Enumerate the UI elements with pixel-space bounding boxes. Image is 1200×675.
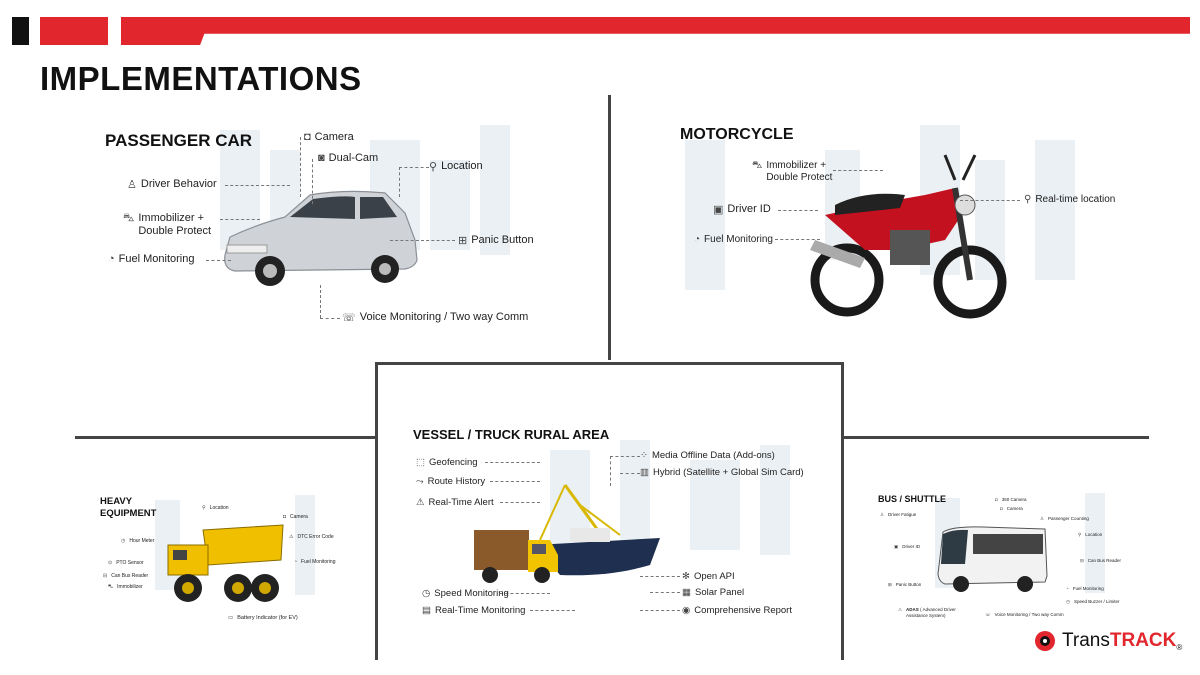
bus-camera-label: ◘ Camera [1000,506,1023,511]
vessel-rt-monitoring-label: ▤ Real-Time Monitoring [422,605,526,616]
route-icon: ⤳ [416,476,424,487]
bus-illustration [933,524,1051,594]
monitor-icon: ▤ [422,605,431,616]
divider-horizontal-left [75,436,375,439]
header-bar-black [12,17,29,45]
dual-cam-icon: ◙ [318,152,325,164]
camera-360-icon: ◘ [995,497,998,502]
media-icon: ⁘ [640,450,648,461]
bus-voice-label: ☏ Voice Monitoring / Two way Comm [985,612,1064,617]
vessel-title: VESSEL / TRUCK RURAL AREA [413,427,610,442]
report-icon: ◉ [682,605,691,616]
person-icon: ♙ [127,179,137,191]
car-immobilizer-label: ⛍ Immobilizer + Double Protect [123,212,212,237]
center-box-right [841,362,844,660]
phone-icon: ☏ [342,312,356,324]
vessel-hybrid-label: ▥ Hybrid (Satellite + Global Sim Card) [640,467,804,478]
heavy-immobilizer-label: ⛍ Immobilizer [108,584,143,590]
transtrack-logo: TransTRACK® [1034,630,1182,652]
dump-truck-illustration [163,520,288,605]
solar-panel-icon: ▦ [682,587,691,598]
transtrack-logo-mark-icon [1034,630,1056,652]
satellite-icon: ▥ [640,467,649,478]
car-voice-label: ☏ Voice Monitoring / Two way Comm [342,311,529,324]
location-pin-icon: ⚲ [1078,532,1082,537]
heavy-battery-label: ▭ Battery Indicator (for EV) [228,615,298,621]
panic-button-icon: ⊞ [458,235,468,247]
bus-title: BUS / SHUTTLE [878,494,947,504]
heavy-pto-label: ⊙ PTO Sensor [108,560,144,566]
moto-fuel-label: ◔ Fuel Monitoring [694,234,773,245]
location-pin-icon: ⚲ [202,505,206,511]
person-icon: ♙ [880,512,885,517]
panic-button-icon: ⊞ [888,582,892,587]
divider-horizontal-right [843,436,1149,439]
car-camera-label: ◘ Camera [304,131,354,143]
vessel-geofencing-label: ⬚ Geofencing [416,457,478,468]
moto-immobilizer-label: ⛍ Immobilizer + Double Protect [752,160,833,183]
id-card-icon: ▣ [894,544,899,549]
phone-icon: ☏ [985,612,991,617]
heavy-location-label: ⚲ Location [202,505,229,511]
vessel-openapi-label: ✻ Open API [682,571,735,582]
clock-icon: ◷ [121,538,126,544]
moto-realtime-label: ⚲ Real-time location [1024,194,1116,205]
car-driver-behavior-label: ♙ Driver Behavior [127,178,217,191]
heavy-dtc-label: ⚠ DTC Error Code [289,534,334,540]
moto-driverid-label: ▣ Driver ID [713,203,771,216]
gauge-icon: ◔ [694,234,701,245]
car-icon: ⛍ [108,584,114,590]
vessel-alert-label: ⚠ Real-Time Alert [416,497,494,508]
camera-icon: ◘ [283,514,287,520]
header-bar-red-short [40,17,108,45]
car-dualcam-label: ◙ Dual-Cam [318,152,379,164]
car-fuel-label: ◔ Fuel Monitoring [108,253,195,265]
bus-360cam-label: ◘ 360 Camera [995,497,1027,502]
divider-vertical-top [608,95,611,360]
gauge-icon: ◔ [294,559,298,565]
location-pin-icon: ⚲ [1024,194,1032,205]
gear-icon: ✻ [682,571,690,582]
heavy-hour-label: ◷ Hour Meter [121,538,155,544]
location-pin-icon: ⚲ [429,161,438,173]
speedometer-icon: ◷ [422,588,431,599]
heavy-equipment-title: HEAVY EQUIPMENT [100,496,157,519]
bus-fuel-label: ◔ Fuel Monitoring [1066,586,1104,591]
bus-driverid-label: ▣ Driver ID [894,544,921,549]
car-icon: ⛍ [123,212,135,224]
vessel-speed-label: ◷ Speed Monitoring [422,588,509,599]
bus-adas-label: ⚠ ADAS ( Advanced Driver Assistance System) [898,607,956,618]
motorcycle-title: MOTORCYCLE [680,126,794,143]
camera-icon: ◘ [304,131,311,143]
center-box-left [375,362,378,660]
speaker-icon: ◷ [1066,599,1070,604]
vessel-solar-label: ▦ Solar Panel [682,587,745,598]
vessel-media-label: ⁘ Media Offline Data (Add-ons) [640,450,775,461]
vessel-report-label: ◉ Comprehensive Report [682,605,792,616]
people-icon: ♙ [1040,516,1045,521]
alert-icon: ⚠ [416,497,425,508]
camera-icon: ◘ [1000,506,1003,511]
canbus-icon: ⊟ [1080,558,1084,563]
bus-fatigue-label: ♙ Driver Fatigue [880,512,917,517]
heavy-canbus-label: ⊟ Can Bus Reader [103,573,149,579]
vessel-route-label: ⤳ Route History [416,476,486,487]
sensor-icon: ⊙ [108,560,113,566]
battery-icon: ▭ [228,615,234,621]
error-code-icon: ⚠ [289,534,294,540]
motorcycle-illustration [805,140,1010,330]
center-box-top [375,362,844,365]
header-bar-red-long [121,17,1190,45]
canbus-icon: ⊟ [103,573,108,579]
car-panic-label: ⊞ Panic Button [458,234,534,247]
geofence-icon: ⬚ [416,457,425,468]
bus-location-label: ⚲ Location [1078,532,1103,537]
heavy-fuel-label: ◔ Fuel Monitoring [294,559,336,565]
bus-buzzer-label: ◷ Speed Buzzer / Limiter [1066,599,1120,604]
heavy-camera-label: ◘ Camera [283,514,308,520]
car-icon: ⛍ [752,160,763,171]
bus-panic-label: ⊞ Panic Button [888,582,922,587]
gauge-icon: ◔ [108,253,115,265]
bus-counting-label: ♙ Passenger Counting [1040,516,1089,521]
passenger-car-title: PASSENGER CAR [105,131,253,150]
truck-and-vessel-illustration [470,480,665,585]
adas-icon: ⚠ [898,607,903,612]
bus-canbus-label: ⊟ Can Bus Reader [1080,558,1122,563]
car-location-label: ⚲ Location [429,160,483,173]
id-card-icon: ▣ [713,204,724,216]
slide-title: IMPLEMENTATIONS [40,60,362,97]
gauge-icon: ◔ [1066,586,1069,591]
